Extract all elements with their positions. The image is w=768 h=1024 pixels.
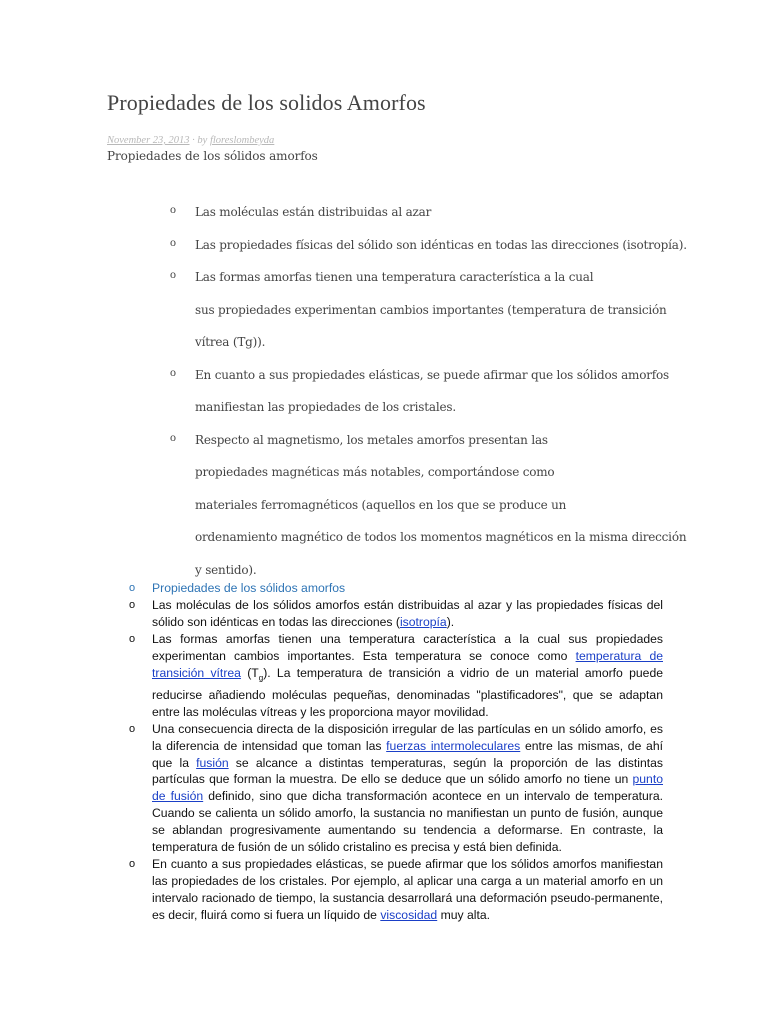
paragraph-text: (T	[240, 665, 259, 680]
section-heading: Propiedades de los sólidos amorfos	[152, 581, 346, 595]
list-item-line: En cuanto a sus propiedades elásticas, se puede afirmar que los sólidos amorfos	[195, 367, 670, 382]
list-item-line: y sentido).	[195, 562, 257, 577]
section-heading-item	[129, 580, 663, 597]
post-date-link[interactable]: November 23, 2013	[107, 135, 190, 146]
bullet-icon: o	[170, 429, 176, 444]
list-item-line: vítrea (Tg)).	[195, 335, 266, 349]
bullet-icon: o	[129, 722, 136, 735]
paragraph-text: se alcance a distintas temperaturas, según la proporción de las distintas partículas que forman la muestra. De ello se deduce que un sólido amorfo no tiene un	[152, 755, 663, 787]
meta-by-separator: · by	[189, 135, 210, 146]
list-item-line: materiales ferromagnéticos (aquellos en los que se produce un	[195, 497, 567, 512]
list-item-line: propiedades magnéticas más notables, comportándose como	[195, 465, 555, 479]
list-item	[170, 267, 690, 365]
paragraph-text: Una consecuencia directa de la disposición irregular de las partículas en un sólido amorfo, es la diferencia de intensidad que toman las	[152, 721, 663, 753]
bullet-icon: o	[170, 364, 176, 379]
document-subtitle: Propiedades de los sólidos amorfos	[107, 149, 318, 163]
list-item	[170, 235, 690, 268]
sans-bullet-list	[129, 580, 663, 924]
punto-de-fusion-link[interactable]: punto de fusión	[152, 772, 663, 804]
paragraph-text: Las formas amorfas tienen una temperatura característica a la cual sus propiedades experimentan cambios importantes. Esta temperatura se conoce como	[152, 631, 663, 663]
paragraph-text: Las moléculas de los sólidos amorfos están distribuidas al azar y las propiedades físicas del sólido son idénticas en todas las direcciones (	[152, 597, 663, 629]
list-item-line: Las propiedades físicas del sólido son idénticas en todas las direcciones (isotropía).	[195, 237, 687, 252]
fusion-link[interactable]: fusión	[196, 755, 229, 770]
viscosidad-link[interactable]: viscosidad	[380, 907, 438, 922]
list-item-line: ordenamiento magnético de todos los momentos magnéticos en la misma dirección	[195, 530, 687, 544]
list-item	[129, 721, 663, 856]
bullet-icon: o	[129, 632, 136, 645]
list-item	[170, 365, 690, 430]
list-item	[129, 631, 663, 721]
paragraph-text: muy alta.	[437, 907, 491, 922]
bullet-icon: o	[129, 582, 136, 594]
list-item-line: sus propiedades experimentan cambios importantes (temperatura de transición	[195, 302, 667, 317]
page-title: Propiedades de los solidos Amorfos	[107, 90, 426, 115]
serif-bullet-list	[170, 202, 690, 592]
list-item-line: Respecto al magnetismo, los metales amorfos presentan las	[195, 432, 548, 447]
list-item-line: Las formas amorfas tienen una temperatura característica a la cual	[195, 270, 594, 284]
list-item-line: manifiestan las propiedades de los cristales.	[195, 400, 456, 414]
paragraph-text: ).	[446, 614, 455, 629]
author-link[interactable]: floreslombeyda	[209, 135, 275, 146]
bullet-icon: o	[129, 857, 136, 870]
isotropia-link[interactable]: isotropía	[399, 614, 447, 629]
bullet-icon: o	[170, 267, 176, 281]
fuerzas-intermoleculares-link[interactable]: fuerzas intermoleculares	[386, 738, 521, 753]
list-item	[170, 202, 690, 235]
subscript-g: g	[258, 672, 264, 682]
bullet-icon: o	[129, 598, 136, 611]
list-item	[129, 597, 663, 631]
temperatura-transicion-link[interactable]: temperatura de transición vítrea	[152, 648, 663, 680]
paragraph-text: ). La temperatura de transición a vidrio de un material amorfo puede reducirse añadiendo moléculas pequeñas, denominadas "plastificadores", que se adaptan entre las moléculas vítreas y les proporciona mayor movilidad.	[152, 665, 663, 719]
list-item	[170, 430, 690, 593]
post-meta	[107, 135, 274, 146]
list-item	[129, 856, 663, 924]
paragraph-text: definido, sino que dicha transformación acontece en un intervalo de temperatura. Cuando se calienta un sólido amorfo, la sustancia no manifiestan un punto de fusión, aunque se ablandan progresivamente aumentando su tendencia a deformarse. En contraste, la temperatura de fusión de un sólido cristalino es precisa y está bien definida.	[152, 789, 663, 855]
bullet-icon: o	[170, 234, 176, 249]
bullet-icon: o	[170, 202, 176, 216]
paragraph-text: En cuanto a sus propiedades elásticas, se puede afirmar que los sólidos amorfos manifiestan las propiedades de los cristales. Por ejemplo, al aplicar una carga a un material amorfo en un intervalo racionado de tiempo, la sustancia desarrollará una deformación pseudo-permanente, es decir, fluirá como si fuera un líquido de	[152, 856, 663, 922]
list-item-line: Las moléculas están distribuidas al azar	[195, 205, 432, 219]
paragraph-text: entre las mismas, de ahí que la	[152, 738, 664, 770]
